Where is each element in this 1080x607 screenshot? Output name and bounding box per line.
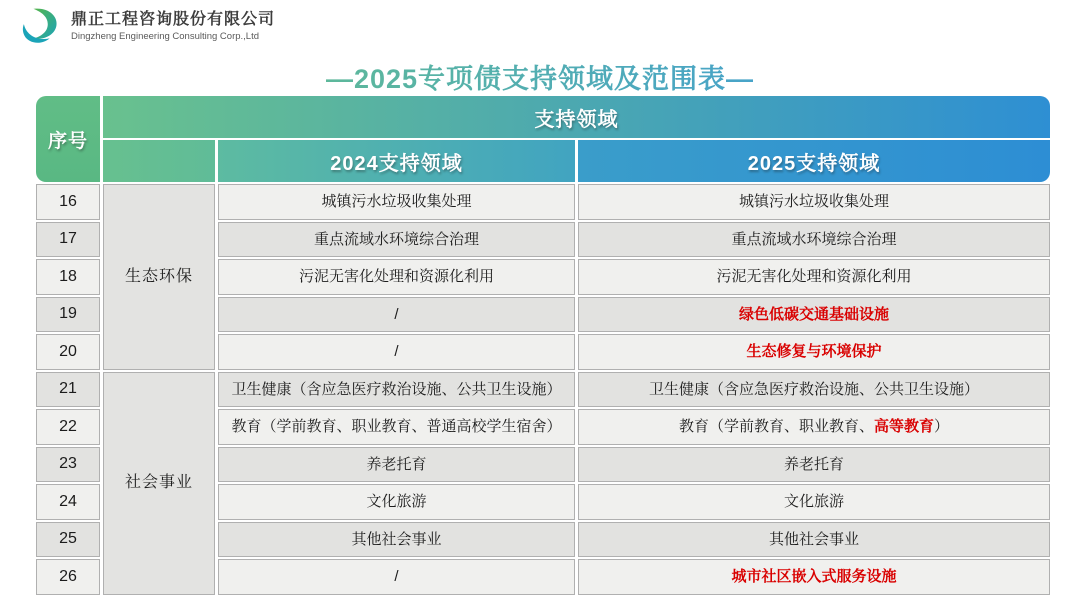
area-2024-cell [218,522,575,558]
serial-cell: 24 [36,484,100,520]
area-2024-cell [218,447,575,483]
cell-text: ） [934,418,950,436]
area-2024-cell [218,184,575,220]
cell-text: 文化旅游 [366,493,427,511]
header-serial: 序号 [36,96,100,182]
area-2025-cell [578,222,1050,258]
area-2024-cell [218,372,575,408]
header-2024: 2024支持领域 [218,140,575,182]
cell-text: 卫生健康（含应急医疗救治设施、公共卫生设施） [648,380,979,398]
serial-cell: 18 [36,259,100,295]
area-2025-cell [578,447,1050,483]
company-name-en: Dingzheng Engineering Consulting Corp.,Ltd [71,30,260,42]
serial-cell: 17 [36,222,100,258]
serial-cell: 23 [36,447,100,483]
area-2024-cell [218,559,575,595]
area-2025-cell [578,522,1050,558]
header-2025: 2025支持领域 [578,140,1050,182]
cell-text: 污泥无害化处理和资源化利用 [298,268,494,286]
cell-text: 养老托育 [366,455,427,473]
highlighted-text: 生态修复与环境保护 [746,343,882,361]
area-2025-cell [578,559,1050,595]
cell-text: 城镇污水垃圾收集处理 [738,193,889,211]
cell-text: 教育（学前教育、职业教育、 [678,418,874,436]
support-areas-table [36,96,1050,595]
area-2025-cell [578,484,1050,520]
cell-text: 卫生健康（含应急医疗救治设施、公共卫生设施） [231,380,562,398]
header-category-spacer [103,140,215,182]
category-cell: 社会事业 [103,372,215,595]
serial-cell: 25 [36,522,100,558]
category-cell: 生态环保 [103,184,215,370]
cell-text: 污泥无害化处理和资源化利用 [716,268,912,286]
area-2024-cell [218,259,575,295]
area-2024-cell [218,334,575,370]
header-support-area: 支持领域 [103,96,1050,138]
area-2025-cell [578,259,1050,295]
cell-text: 文化旅游 [783,493,844,511]
area-2025-cell [578,334,1050,370]
cell-text: / [394,305,399,323]
area-2025-cell [578,372,1050,408]
serial-cell: 19 [36,297,100,333]
cell-text: 养老托育 [783,455,844,473]
cell-text: 城镇污水垃圾收集处理 [321,193,472,211]
cell-text: 其他社会事业 [768,530,859,548]
page-title: —2025专项债支持领域及范围表— [0,57,1080,96]
serial-cell: 16 [36,184,100,220]
cell-text: / [394,343,399,361]
serial-cell: 21 [36,372,100,408]
area-2025-cell [578,409,1050,445]
cell-text: 教育（学前教育、职业教育、普通高校学生宿舍） [231,418,562,436]
company-logo [22,6,275,46]
company-name-zh: 鼎正工程咨询股份有限公司 [71,10,276,28]
area-2024-cell [218,222,575,258]
area-2024-cell [218,409,575,445]
highlighted-text: 绿色低碳交通基础设施 [738,305,889,323]
serial-cell: 22 [36,409,100,445]
cell-text: 重点流域水环境综合治理 [313,230,479,248]
area-2024-cell [218,297,575,333]
cell-text: 其他社会事业 [351,530,442,548]
highlighted-text: 高等教育 [873,418,934,436]
cell-text: 重点流域水环境综合治理 [731,230,897,248]
area-2024-cell [218,484,575,520]
leaf-d-logo-icon [22,6,64,46]
serial-cell: 26 [36,559,100,595]
cell-text: / [394,568,399,586]
highlighted-text: 城市社区嵌入式服务设施 [731,568,897,586]
serial-cell: 20 [36,334,100,370]
area-2025-cell [578,184,1050,220]
area-2025-cell [578,297,1050,333]
